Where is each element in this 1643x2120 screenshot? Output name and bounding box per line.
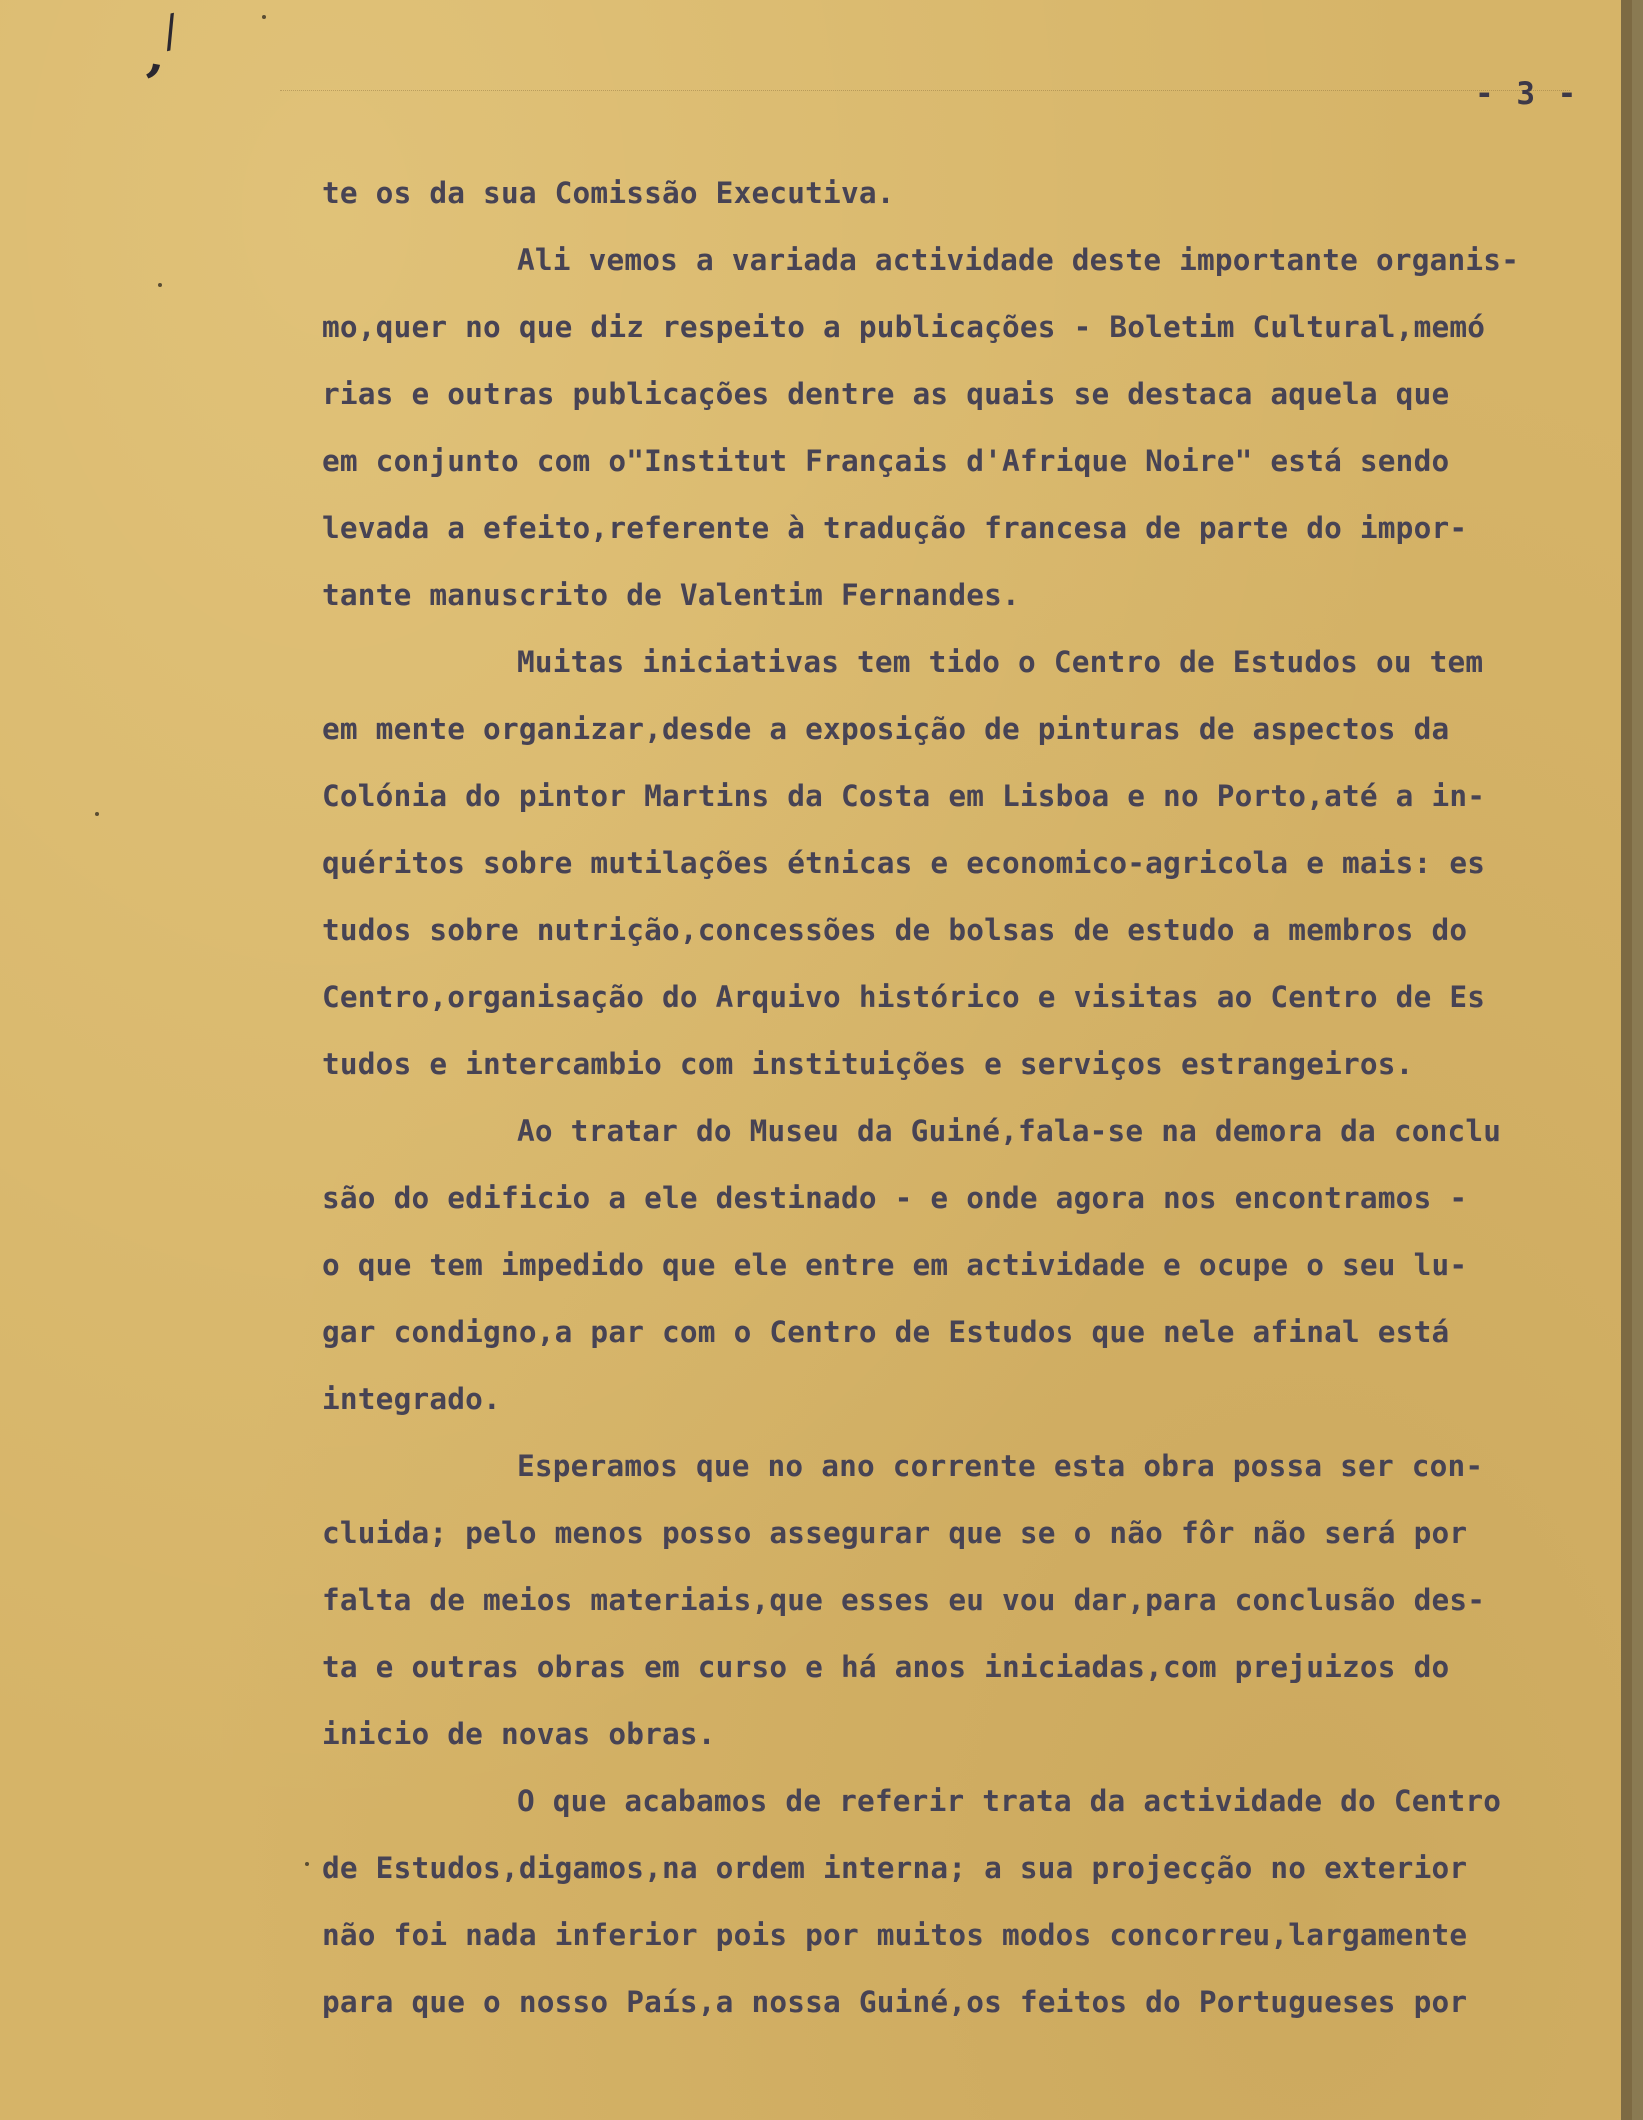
page-number: - 3 - (1475, 76, 1579, 112)
text-line: em mente organizar,desde a exposição de pinturas de aspectos da (322, 712, 1450, 746)
paper-speck (262, 15, 266, 19)
text-line: o que tem impedido que ele entre em actividade e ocupe o seu lu- (322, 1248, 1468, 1282)
text-line: te os da sua Comissão Executiva. (322, 176, 895, 210)
text-line: de Estudos,digamos,na ordem interna; a sua projecção no exterior (322, 1851, 1468, 1885)
text-line: gar condigno,a par com o Centro de Estudos que nele afinal está (322, 1315, 1450, 1349)
text-line: tudos e intercambio com instituições e serviços estrangeiros. (322, 1047, 1414, 1081)
text-line: em conjunto com o"Institut Français d'Afrique Noire" está sendo (322, 444, 1450, 478)
margin-mark: / (157, 5, 183, 58)
paper-speck (95, 812, 99, 816)
text-line: O que acabamos de referir trata da actividade do Centro (517, 1784, 1502, 1818)
text-line: Ao tratar do Museu da Guiné,fala-se na demora da conclu (517, 1114, 1502, 1148)
text-line: Ali vemos a variada actividade deste importante organis- (517, 243, 1520, 277)
text-line: rias e outras publicações dentre as quais se destaca aquela que (322, 377, 1450, 411)
text-line: cluida; pelo menos posso assegurar que se o não fôr não será por (322, 1516, 1468, 1550)
margin-mark: ’ (136, 50, 167, 118)
text-line: Muitas iniciativas tem tido o Centro de Estudos ou tem (517, 645, 1484, 679)
text-line: tudos sobre nutrição,concessões de bolsas de estudo a membros do (322, 913, 1468, 947)
text-line: ta e outras obras em curso e há anos iniciadas,com prejuizos do (322, 1650, 1450, 1684)
text-line: são do edificio a ele destinado - e onde agora nos encontramos - (322, 1181, 1468, 1215)
text-line: não foi nada inferior pois por muitos modos concorreu,largamente (322, 1918, 1468, 1952)
text-line: inicio de novas obras. (322, 1717, 716, 1751)
text-line: Centro,organisação do Arquivo histórico e visitas ao Centro de Es (322, 980, 1486, 1014)
text-line: Esperamos que no ano corrente esta obra possa ser con- (517, 1449, 1484, 1483)
text-line: levada a efeito,referente à tradução francesa de parte do impor- (322, 511, 1468, 545)
header-rule (280, 90, 1570, 91)
text-line: Colónia do pintor Martins da Costa em Lisboa e no Porto,até a in- (322, 779, 1486, 813)
text-line: mo,quer no que diz respeito a publicações - Boletim Cultural,memó (322, 310, 1486, 344)
text-line: para que o nosso País,a nossa Guiné,os feitos do Portugueses por (322, 1985, 1468, 2019)
text-line: tante manuscrito de Valentim Fernandes. (322, 578, 1020, 612)
paper-speck (158, 283, 162, 287)
text-line: integrado. (322, 1382, 501, 1416)
text-line: quéritos sobre mutilações étnicas e economico-agricola e mais: es (322, 846, 1486, 880)
page-edge (1621, 0, 1632, 2120)
paper-speck (305, 1862, 309, 1866)
text-line: falta de meios materiais,que esses eu vou dar,para conclusão des- (322, 1583, 1486, 1617)
